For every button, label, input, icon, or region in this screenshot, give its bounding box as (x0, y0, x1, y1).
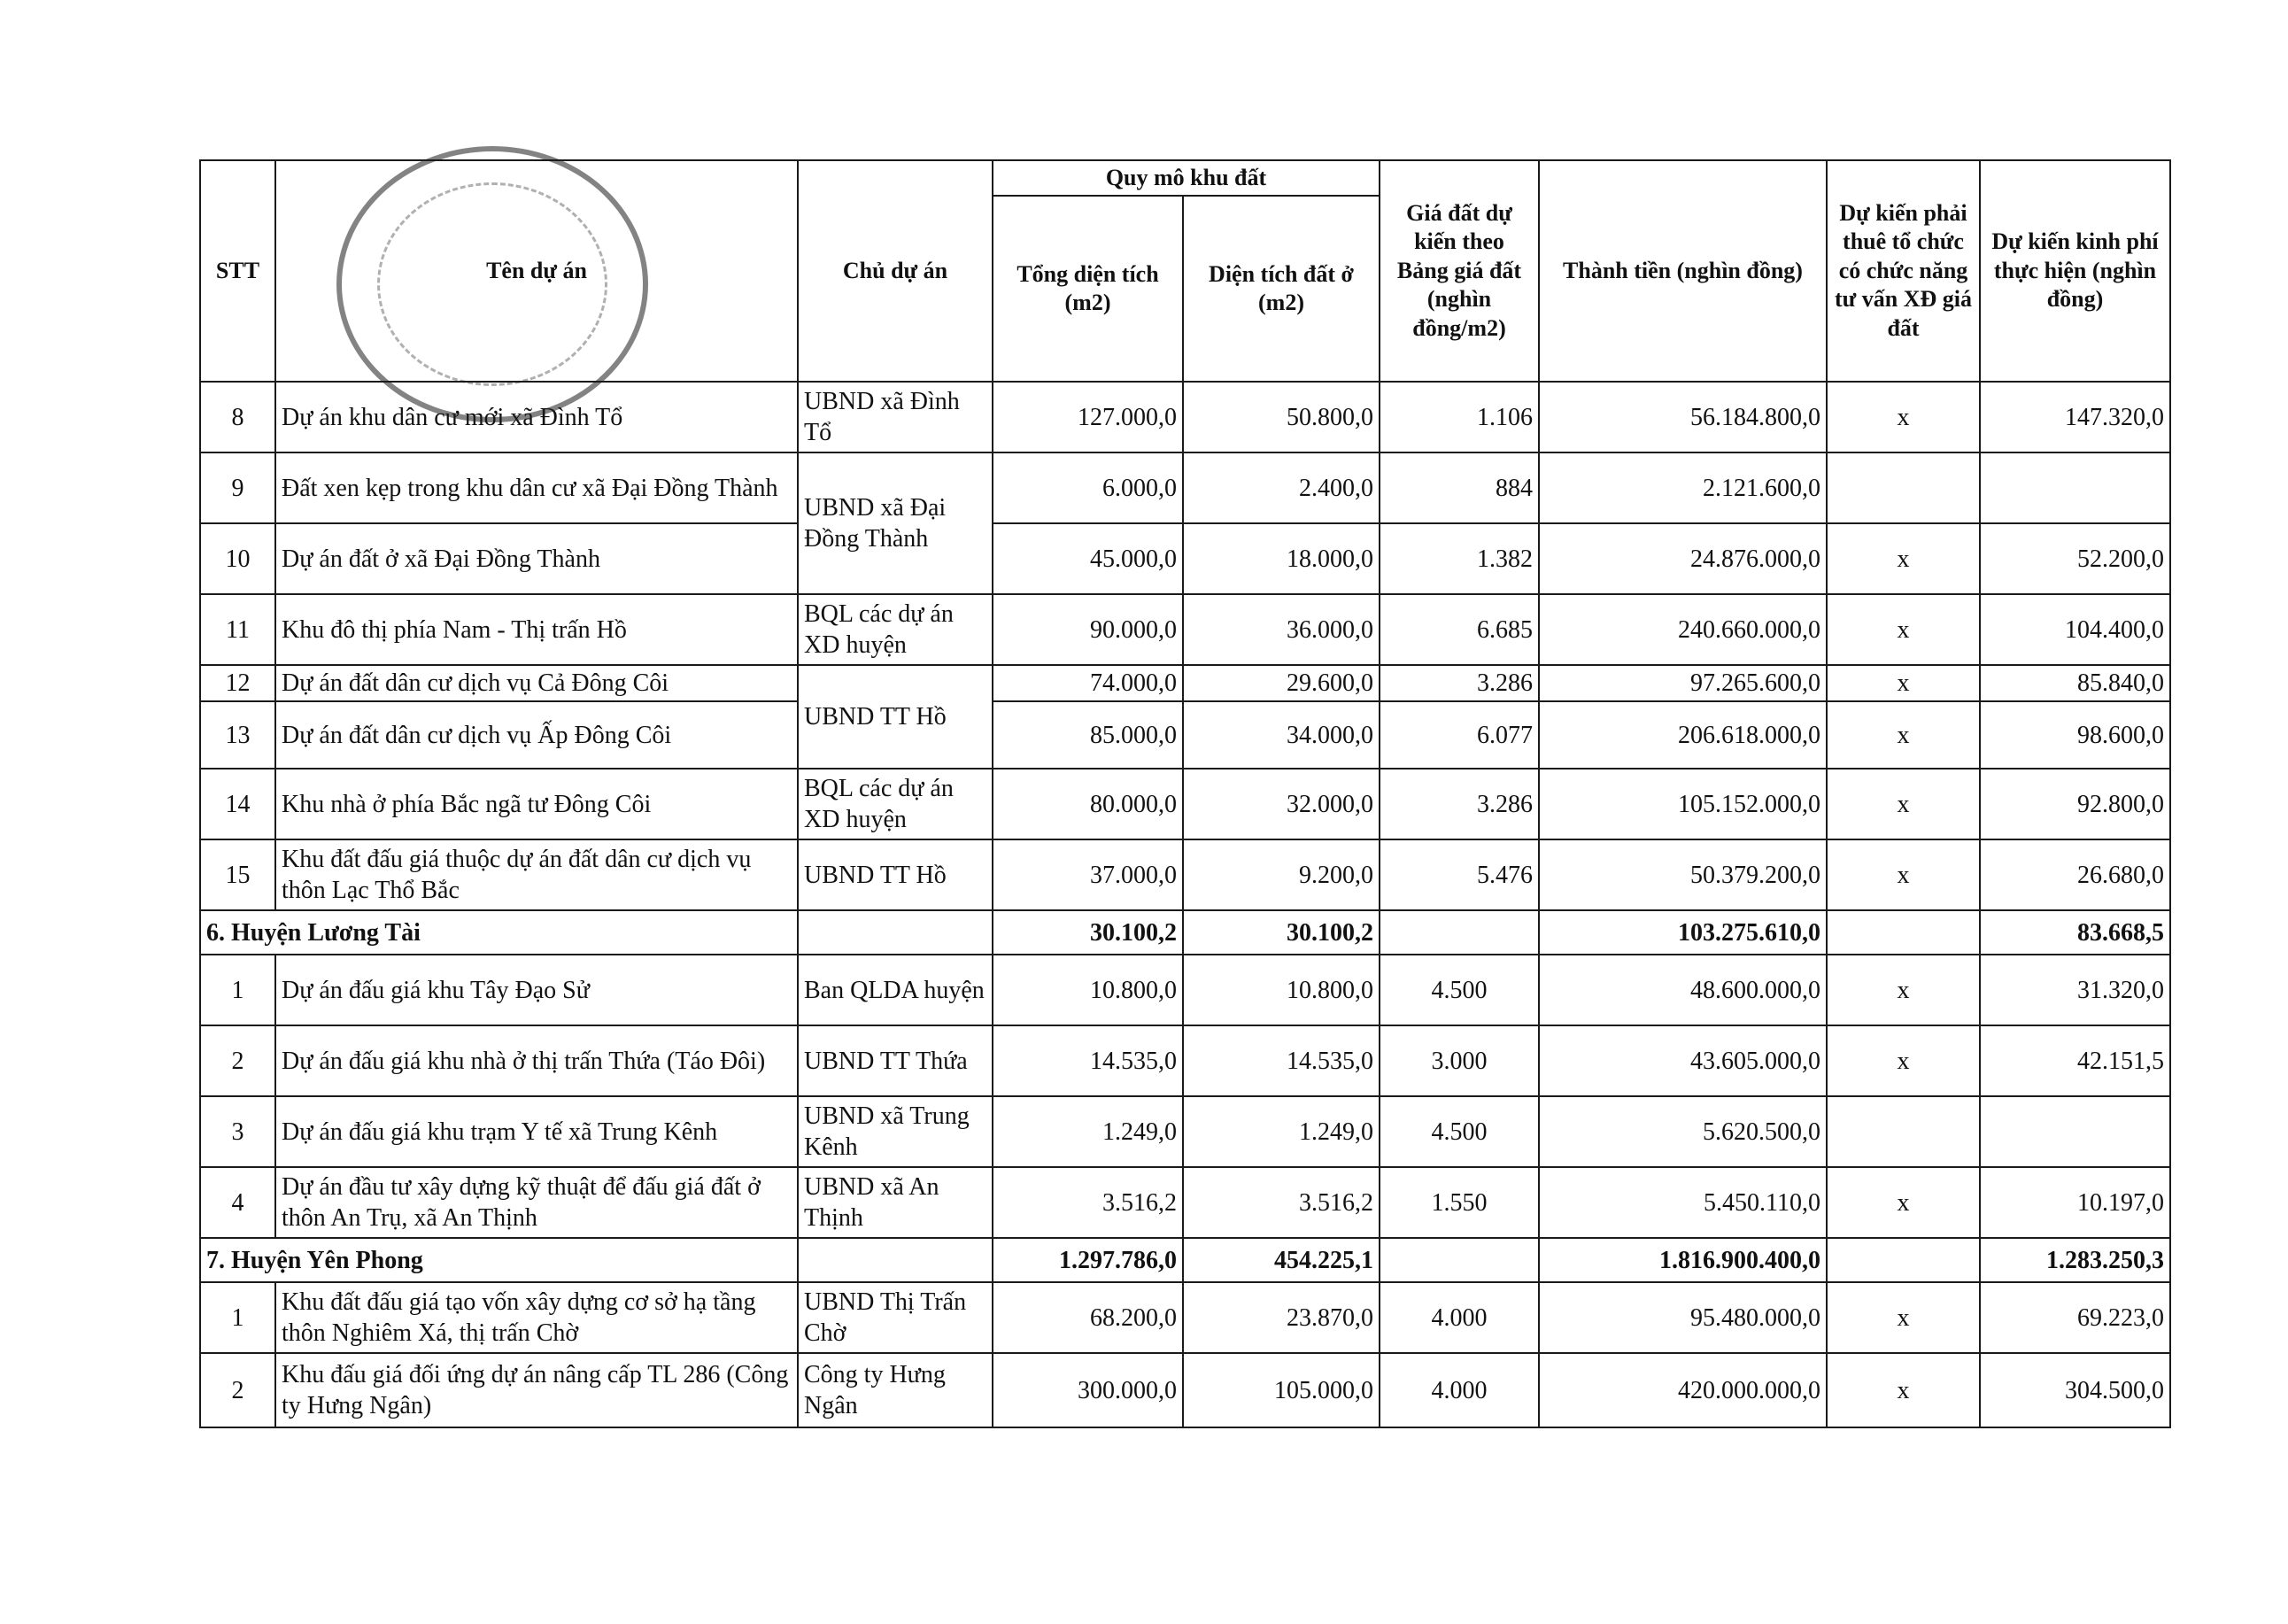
cell-consultant: x (1827, 955, 1980, 1025)
cell-consultant: x (1827, 1167, 1980, 1238)
cell-budget: 92.800,0 (1980, 769, 2170, 839)
header-budget: Dự kiến kinh phí thực hiện (nghìn đồng) (1980, 160, 2170, 382)
group-amount: 103.275.610,0 (1539, 910, 1827, 955)
cell-investor: UBND xã An Thịnh (798, 1167, 993, 1238)
cell-project-name: Khu đấu giá đối ứng dự án nâng cấp TL 286 (Công ty Hưng Ngân) (275, 1353, 798, 1427)
cell-budget: 69.223,0 (1980, 1282, 2170, 1353)
cell-investor: UBND xã Đình Tổ (798, 382, 993, 452)
cell-total-area: 10.800,0 (993, 955, 1183, 1025)
cell-amount: 97.265.600,0 (1539, 665, 1827, 701)
cell-stt: 14 (200, 769, 275, 839)
cell-residential-area: 105.000,0 (1183, 1353, 1380, 1427)
cell-consultant: x (1827, 382, 1980, 452)
group-residential-area: 454.225,1 (1183, 1238, 1380, 1282)
cell-investor: Ban QLDA huyện (798, 955, 993, 1025)
cell-land-price: 5.476 (1380, 839, 1539, 910)
cell-residential-area: 18.000,0 (1183, 523, 1380, 594)
table-row (200, 452, 2170, 523)
cell-project-name: Dự án đầu tư xây dựng kỹ thuật để đấu giá đất ở thôn An Trụ, xã An Thịnh (275, 1167, 798, 1238)
cell-amount: 240.660.000,0 (1539, 594, 1827, 665)
cell-project-name: Khu đô thị phía Nam - Thị trấn Hồ (275, 594, 798, 665)
table-row (200, 1282, 2170, 1353)
cell-consultant: x (1827, 1282, 1980, 1353)
cell-total-area: 1.249,0 (993, 1096, 1183, 1167)
cell-total-area: 90.000,0 (993, 594, 1183, 665)
cell-budget: 31.320,0 (1980, 955, 2170, 1025)
header-project-name: Tên dự án (275, 160, 798, 382)
cell-budget: 85.840,0 (1980, 665, 2170, 701)
cell-investor: BQL các dự án XD huyện (798, 594, 993, 665)
header-land-scale: Quy mô khu đất (993, 160, 1380, 196)
cell-residential-area: 32.000,0 (1183, 769, 1380, 839)
table-row (200, 839, 2170, 910)
cell-consultant: x (1827, 839, 1980, 910)
cell-amount: 95.480.000,0 (1539, 1282, 1827, 1353)
cell-investor: UBND xã Đại Đồng Thành (798, 452, 993, 594)
table-row (200, 1167, 2170, 1238)
table-row (200, 1096, 2170, 1167)
cell-investor: UBND TT Thứa (798, 1025, 993, 1096)
cell-land-price: 3.286 (1380, 769, 1539, 839)
cell-budget: 42.151,5 (1980, 1025, 2170, 1096)
group-row (200, 910, 2170, 955)
cell-stt: 13 (200, 701, 275, 769)
header-investor: Chủ dự án (798, 160, 993, 382)
cell-amount: 50.379.200,0 (1539, 839, 1827, 910)
cell-budget: 26.680,0 (1980, 839, 2170, 910)
cell-residential-area: 14.535,0 (1183, 1025, 1380, 1096)
cell-amount: 2.121.600,0 (1539, 452, 1827, 523)
cell-residential-area: 23.870,0 (1183, 1282, 1380, 1353)
cell-residential-area: 1.249,0 (1183, 1096, 1380, 1167)
header-residential-area: Diện tích đất ở (m2) (1183, 196, 1380, 382)
cell-total-area: 3.516,2 (993, 1167, 1183, 1238)
cell-investor: UBND xã Trung Kênh (798, 1096, 993, 1167)
table-row (200, 955, 2170, 1025)
group-budget: 83.668,5 (1980, 910, 2170, 955)
cell-total-area: 127.000,0 (993, 382, 1183, 452)
cell-consultant (1827, 452, 1980, 523)
cell-residential-area: 3.516,2 (1183, 1167, 1380, 1238)
group-label: 6. Huyện Lương Tài (200, 910, 798, 955)
cell-total-area: 80.000,0 (993, 769, 1183, 839)
cell-budget: 98.600,0 (1980, 701, 2170, 769)
cell-total-area: 14.535,0 (993, 1025, 1183, 1096)
group-budget: 1.283.250,3 (1980, 1238, 2170, 1282)
table-row (200, 701, 2170, 769)
table-row (200, 665, 2170, 701)
cell-land-price: 6.077 (1380, 701, 1539, 769)
cell-project-name: Dự án đấu giá khu nhà ở thị trấn Thứa (Táo Đôi) (275, 1025, 798, 1096)
cell-project-name: Dự án đất dân cư dịch vụ Ấp Đông Côi (275, 701, 798, 769)
cell-stt: 8 (200, 382, 275, 452)
cell-land-price: 4.500 (1380, 955, 1539, 1025)
cell-stt: 2 (200, 1025, 275, 1096)
cell-land-price: 1.382 (1380, 523, 1539, 594)
cell-amount: 5.620.500,0 (1539, 1096, 1827, 1167)
cell-total-area: 6.000,0 (993, 452, 1183, 523)
cell-stt: 4 (200, 1167, 275, 1238)
cell-budget: 10.197,0 (1980, 1167, 2170, 1238)
cell-total-area: 300.000,0 (993, 1353, 1183, 1427)
cell-land-price: 6.685 (1380, 594, 1539, 665)
cell-project-name: Đất xen kẹp trong khu dân cư xã Đại Đồng Thành (275, 452, 798, 523)
header-stt: STT (200, 160, 275, 382)
cell-project-name: Khu đất đấu giá thuộc dự án đất dân cư dịch vụ thôn Lạc Thổ Bắc (275, 839, 798, 910)
cell-stt: 12 (200, 665, 275, 701)
cell-stt: 10 (200, 523, 275, 594)
table-row (200, 769, 2170, 839)
table-row (200, 1353, 2170, 1427)
group-residential-area: 30.100,2 (1183, 910, 1380, 955)
cell-consultant: x (1827, 523, 1980, 594)
group-total-area: 30.100,2 (993, 910, 1183, 955)
cell-residential-area: 10.800,0 (1183, 955, 1380, 1025)
cell-residential-area: 50.800,0 (1183, 382, 1380, 452)
header-land-price: Giá đất dự kiến theo Bảng giá đất (nghìn đồng/m2) (1380, 160, 1539, 382)
table-row (200, 382, 2170, 452)
cell-project-name: Khu đất đấu giá tạo vốn xây dựng cơ sở hạ tầng thôn Nghiêm Xá, thị trấn Chờ (275, 1282, 798, 1353)
cell-amount: 48.600.000,0 (1539, 955, 1827, 1025)
cell-stt: 1 (200, 1282, 275, 1353)
group-label: 7. Huyện Yên Phong (200, 1238, 798, 1282)
cell-stt: 3 (200, 1096, 275, 1167)
cell-consultant (1827, 1096, 1980, 1167)
cell-consultant: x (1827, 769, 1980, 839)
cell-amount: 5.450.110,0 (1539, 1167, 1827, 1238)
cell-residential-area: 2.400,0 (1183, 452, 1380, 523)
cell-stt: 1 (200, 955, 275, 1025)
cell-land-price: 4.500 (1380, 1096, 1539, 1167)
header-amount: Thành tiền (nghìn đồng) (1539, 160, 1827, 382)
group-row (200, 1238, 2170, 1282)
cell-stt: 11 (200, 594, 275, 665)
header-consultant: Dự kiến phải thuê tổ chức có chức năng tư vấn XĐ giá đất (1827, 160, 1980, 382)
cell-budget (1980, 452, 2170, 523)
cell-project-name: Dự án khu dân cư mới xã Đình Tổ (275, 382, 798, 452)
cell-amount: 105.152.000,0 (1539, 769, 1827, 839)
cell-amount: 206.618.000,0 (1539, 701, 1827, 769)
cell-land-price: 1.550 (1380, 1167, 1539, 1238)
cell-project-name: Dự án đấu giá khu trạm Y tế xã Trung Kênh (275, 1096, 798, 1167)
cell-land-price: 3.286 (1380, 665, 1539, 701)
cell-amount: 420.000.000,0 (1539, 1353, 1827, 1427)
cell-residential-area: 29.600,0 (1183, 665, 1380, 701)
land-price-table (199, 159, 2171, 1428)
cell-project-name: Khu nhà ở phía Bắc ngã tư Đông Côi (275, 769, 798, 839)
cell-consultant: x (1827, 594, 1980, 665)
cell-project-name: Dự án đất dân cư dịch vụ Cả Đông Côi (275, 665, 798, 701)
cell-total-area: 85.000,0 (993, 701, 1183, 769)
cell-residential-area: 36.000,0 (1183, 594, 1380, 665)
cell-consultant: x (1827, 665, 1980, 701)
cell-budget: 304.500,0 (1980, 1353, 2170, 1427)
cell-investor: UBND TT Hồ (798, 839, 993, 910)
table-row (200, 523, 2170, 594)
cell-stt: 2 (200, 1353, 275, 1427)
cell-investor: UBND TT Hồ (798, 665, 993, 769)
table-row (200, 594, 2170, 665)
cell-land-price: 1.106 (1380, 382, 1539, 452)
table-row (200, 1025, 2170, 1096)
cell-stt: 9 (200, 452, 275, 523)
cell-budget (1980, 1096, 2170, 1167)
cell-budget: 147.320,0 (1980, 382, 2170, 452)
group-total-area: 1.297.786,0 (993, 1238, 1183, 1282)
cell-residential-area: 9.200,0 (1183, 839, 1380, 910)
cell-consultant: x (1827, 701, 1980, 769)
cell-amount: 24.876.000,0 (1539, 523, 1827, 594)
cell-investor: UBND Thị Trấn Chờ (798, 1282, 993, 1353)
cell-project-name: Dự án đấu giá khu Tây Đạo Sử (275, 955, 798, 1025)
header-total-area: Tổng diện tích (m2) (993, 196, 1183, 382)
cell-investor: BQL các dự án XD huyện (798, 769, 993, 839)
cell-amount: 43.605.000,0 (1539, 1025, 1827, 1096)
cell-land-price: 3.000 (1380, 1025, 1539, 1096)
cell-stt: 15 (200, 839, 275, 910)
cell-land-price: 4.000 (1380, 1282, 1539, 1353)
cell-total-area: 68.200,0 (993, 1282, 1183, 1353)
cell-total-area: 74.000,0 (993, 665, 1183, 701)
cell-consultant: x (1827, 1025, 1980, 1096)
cell-land-price: 884 (1380, 452, 1539, 523)
cell-total-area: 37.000,0 (993, 839, 1183, 910)
cell-investor: Công ty Hưng Ngân (798, 1353, 993, 1427)
cell-land-price: 4.000 (1380, 1353, 1539, 1427)
group-amount: 1.816.900.400,0 (1539, 1238, 1827, 1282)
cell-budget: 104.400,0 (1980, 594, 2170, 665)
cell-residential-area: 34.000,0 (1183, 701, 1380, 769)
cell-consultant: x (1827, 1353, 1980, 1427)
cell-total-area: 45.000,0 (993, 523, 1183, 594)
cell-amount: 56.184.800,0 (1539, 382, 1827, 452)
cell-budget: 52.200,0 (1980, 523, 2170, 594)
cell-project-name: Dự án đất ở xã Đại Đồng Thành (275, 523, 798, 594)
